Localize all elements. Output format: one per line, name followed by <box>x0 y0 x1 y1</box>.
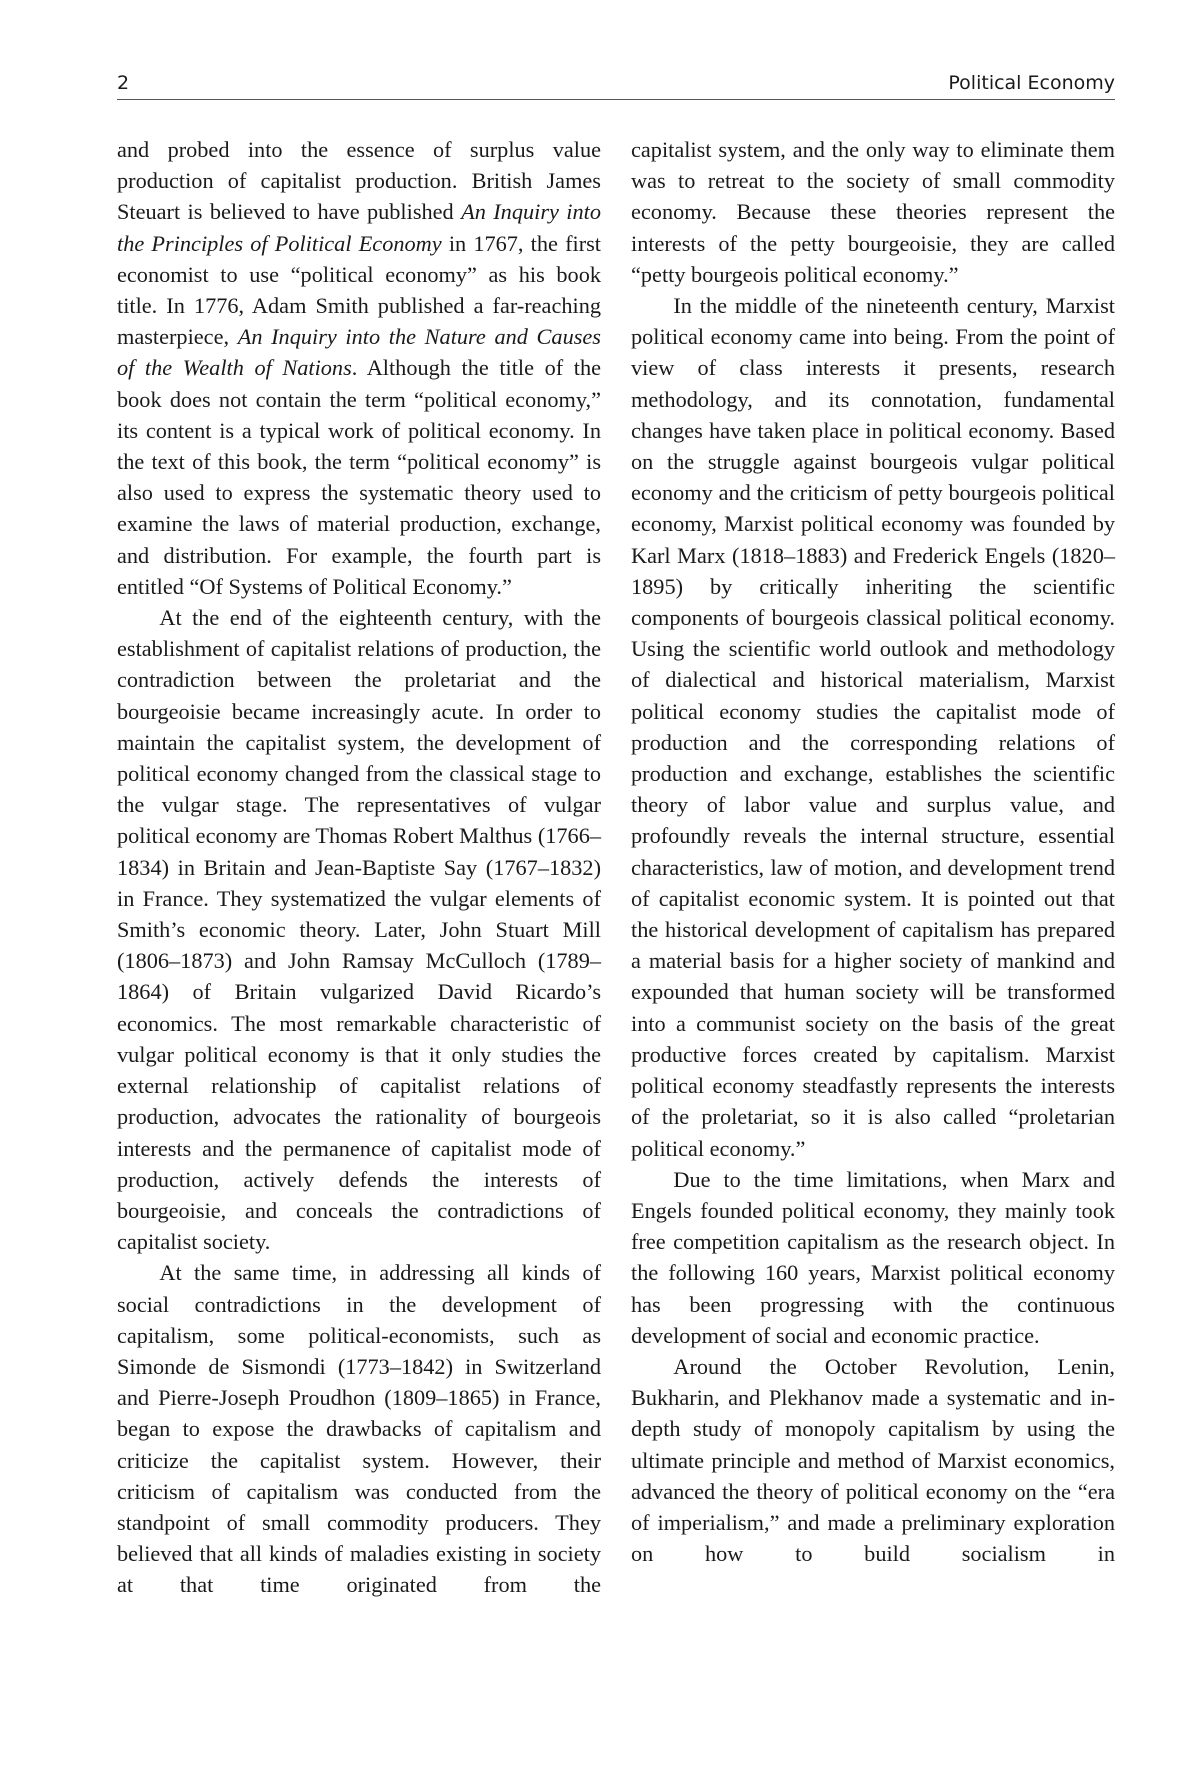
book-title-smith: An Inquiry into the Nature and Causes of the Wealth of Nations <box>117 324 601 381</box>
paragraph-marxist-economy: In the middle of the nineteenth century, Marxist political economy came into being. From the point of view of class interests it presents, research methodology, and its connotation, fundamental changes have taken place in political economy. Based on the struggle against bourgeois vulgar political economy and the criticism of petty bourgeois political economy, Marxist political economy was founded by Karl Marx (1818–1883) and Frederick Engels (1820–1895) by critically inheriting the scientific components of bourgeois classical political economy. Using the scientific world outlook and methodology of dialectical and historical materialism, Marxist political economy studies the capitalist mode of production and the corresponding relations of production and exchange, establishes the scientific theory of labor value and surplus value, and profoundly reveals the internal structure, essential characteristics, law of motion, and development trend of capitalist economic system. It is pointed out that the historical development of capitalism has prepared a material basis for a higher society of mankind and expounded that human society will be transformed into a communist society on the basis of the great productive forces created by capitalism. Marxist political economy steadfastly represents the interests of the proletariat, so it is also called “proletarian political economy.” <box>631 293 1115 1161</box>
paragraph-continued: capitalist system, and the only way to eliminate them was to retreat to the society of small commodity economy. Because these theories represent the interests of the petty bourgeoisie, they are called “petty bourgeois political economy.” <box>631 137 1115 287</box>
page-header <box>117 66 1115 100</box>
left-column <box>117 134 601 1601</box>
paragraph-continued <box>117 134 601 602</box>
book-title-steuart: An Inquiry into the Principles of Political Economy <box>117 199 601 256</box>
paragraph-vulgar-economy: At the end of the eighteenth century, with the establishment of capitalist relations of production, the contradiction between the proletariat and the bourgeoisie became increasingly acute. In order to maintain the capitalist system, the development of political economy changed from the classical stage to the vulgar stage. The representatives of vulgar political economy are Thomas Robert Malthus (1766–1834) in Britain and Jean-Baptiste Say (1767–1832) in France. They systematized the vulgar elements of Smith’s economic theory. Later, John Stuart Mill (1806–1873) and John Ramsay McCulloch (1789–1864) of Britain vulgarized David Ricardo’s economics. The most remarkable characteristic of vulgar political economy is that it only studies the external relationship of capitalist relations of production, advocates the rationality of bourgeois interests and the permanence of capitalist mode of production, actively defends the interests of bourgeoisie, and conceals the contradictions of capitalist society. <box>117 605 601 1255</box>
paragraph-text: in 1767, the first economist to use “political economy” as his book title. In 1776, Adam Smith published a far-reaching masterpiece, <box>117 230 601 350</box>
right-column <box>631 134 1115 1569</box>
paragraph-petty-bourgeois: At the same time, in addressing all kinds of social contradictions in the development of capitalism, some political-economists, such as Simonde de Sismondi (1773–1842) in Switzerland and Pierre-Joseph Proudhon (1809–1865) in France, began to expose the drawbacks of capitalism and criticize the capitalist system. However, their criticism of capitalism was conducted from the standpoint of small commodity producers. They believed that all kinds of maladies existing in society at that time originated from the <box>117 1260 601 1598</box>
header-rule <box>117 99 1115 100</box>
paragraph-text: and probed into the essence of surplus value production of capitalist production. British James Steuart is believed to have published <box>117 137 601 225</box>
paragraph-october-revolution: Around the October Revolution, Lenin, Bukharin, and Plekhanov made a systematic and in-depth study of monopoly capitalism by using the ultimate principle and method of Marxist economics, advanced the theory of political economy on the “era of imperialism,” and made a preliminary exploration on how to build socialism in <box>631 1353 1115 1567</box>
running-title: Political Economy <box>948 72 1115 94</box>
page-number: 2 <box>117 72 130 94</box>
paragraph-time-limitations: Due to the time limitations, when Marx and Engels founded political economy, they mainly took free competition capitalism as the research object. In the following 160 years, Marxist political economy has been progressing with the continuous development of social and economic practice. <box>631 1166 1115 1348</box>
paragraph-text: . Although the title of the book does not contain the term “political economy,” its content is a typical work of political economy. In the text of this book, the term “political economy” is also used to express the systematic theory used to examine the laws of material production, exchange, and distribution. For example, the fourth part is entitled “Of Systems of Political Economy.” <box>117 355 601 599</box>
